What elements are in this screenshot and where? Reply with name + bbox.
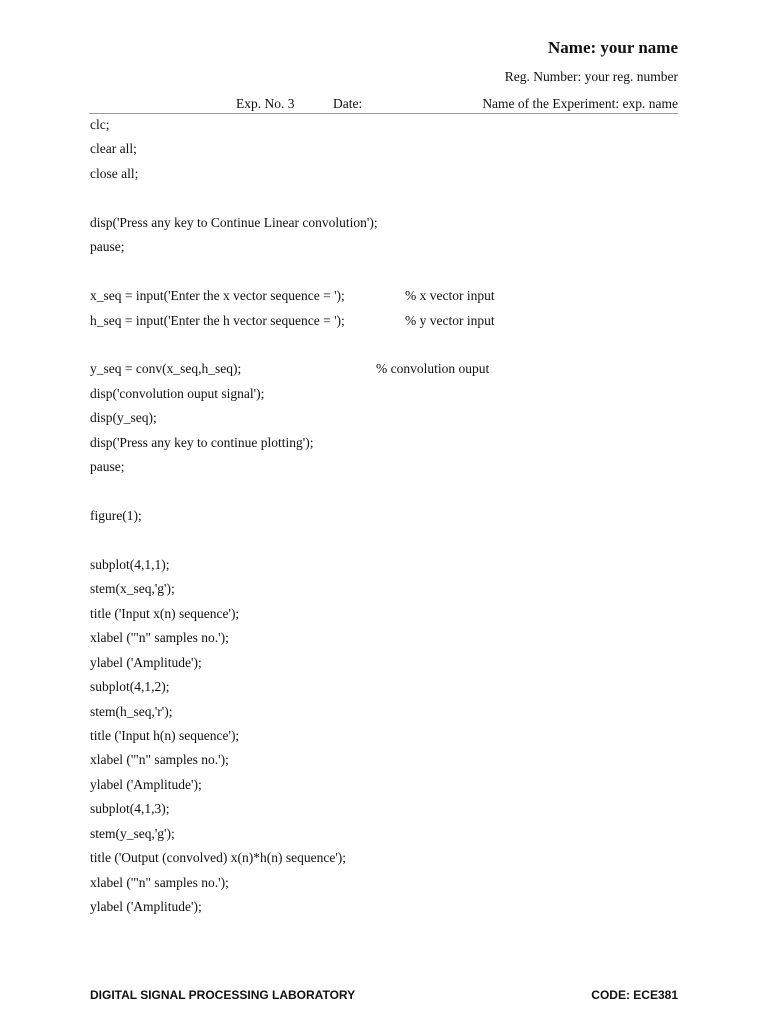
code-listing <box>90 113 690 919</box>
code-line <box>90 822 690 846</box>
code-text: clear all; <box>90 141 137 157</box>
code-text: xlabel ('"n" samples no.'); <box>90 630 229 646</box>
code-line <box>90 382 690 406</box>
code-line <box>90 528 690 552</box>
course-code: CODE: ECE381 <box>591 988 678 1002</box>
experiment-info-row <box>0 96 768 114</box>
code-text: ylabel ('Amplitude'); <box>90 654 202 670</box>
code-line <box>90 724 690 748</box>
student-name: Name: your name <box>548 38 678 57</box>
code-text: title ('Output (convolved) x(n)*h(n) sequence'); <box>90 850 347 866</box>
code-line <box>90 675 690 699</box>
code-text: disp('convolution ouput signal'); <box>90 385 265 401</box>
code-comment: % convolution ouput <box>376 361 490 377</box>
code-line <box>90 504 690 528</box>
code-line <box>90 333 690 357</box>
code-text: disp('Press any key to Continue Linear convolution'); <box>90 214 378 230</box>
code-text: disp(y_seq); <box>90 410 157 426</box>
code-line <box>90 602 690 626</box>
code-line <box>90 626 690 650</box>
code-line <box>90 162 690 186</box>
code-line <box>90 186 690 210</box>
code-text: h_seq = input('Enter the h vector sequence = '); <box>90 312 345 328</box>
code-text: pause; <box>90 459 125 475</box>
code-text: clc; <box>90 117 110 132</box>
code-text: y_seq = conv(x_seq,h_seq); <box>90 361 242 377</box>
code-line <box>90 700 690 724</box>
code-text: disp('Press any key to continue plotting'); <box>90 434 314 450</box>
code-line <box>90 357 690 381</box>
code-line <box>90 137 690 161</box>
code-text: title ('Input x(n) sequence'); <box>90 605 240 621</box>
code-comment: % x vector input <box>405 288 495 304</box>
lab-title: DIGITAL SIGNAL PROCESSING LABORATORY <box>90 988 356 1002</box>
code-line <box>90 113 690 137</box>
code-text: close all; <box>90 165 139 181</box>
code-text: subplot(4,1,3); <box>90 801 170 817</box>
code-line <box>90 235 690 259</box>
code-text: stem(y_seq,'g'); <box>90 825 175 841</box>
code-text: pause; <box>90 239 125 255</box>
code-text: ylabel ('Amplitude'); <box>90 776 202 792</box>
code-line <box>90 284 690 308</box>
code-comment: % y vector input <box>405 312 495 328</box>
code-line <box>90 773 690 797</box>
code-text: title ('Input h(n) sequence'); <box>90 727 240 743</box>
code-text: x_seq = input('Enter the x vector sequence = '); <box>90 288 345 304</box>
code-line <box>90 577 690 601</box>
code-line <box>90 748 690 772</box>
code-text: figure(1); <box>90 508 142 523</box>
experiment-number: Exp. No. 3 <box>236 96 295 111</box>
code-line <box>90 260 690 284</box>
code-line <box>90 797 690 821</box>
code-line <box>90 895 690 919</box>
code-line <box>90 211 690 235</box>
code-line <box>90 553 690 577</box>
code-text: stem(h_seq,'r'); <box>90 703 173 719</box>
experiment-date: Date: <box>333 96 363 111</box>
code-text: stem(x_seq,'g'); <box>90 581 175 597</box>
code-text: xlabel ('"n" samples no.'); <box>90 874 229 890</box>
code-line <box>90 871 690 895</box>
registration-number: Reg. Number: your reg. number <box>504 69 678 84</box>
code-text: subplot(4,1,2); <box>90 679 170 695</box>
code-text: subplot(4,1,1); <box>90 556 170 572</box>
code-line <box>90 846 690 870</box>
code-line <box>90 406 690 430</box>
code-line <box>90 455 690 479</box>
code-line <box>90 431 690 455</box>
code-line <box>90 480 690 504</box>
code-line <box>90 309 690 333</box>
code-text: ylabel ('Amplitude'); <box>90 899 202 914</box>
code-text: xlabel ('"n" samples no.'); <box>90 752 229 768</box>
experiment-name: Name of the Experiment: exp. name <box>482 96 678 111</box>
code-line <box>90 651 690 675</box>
